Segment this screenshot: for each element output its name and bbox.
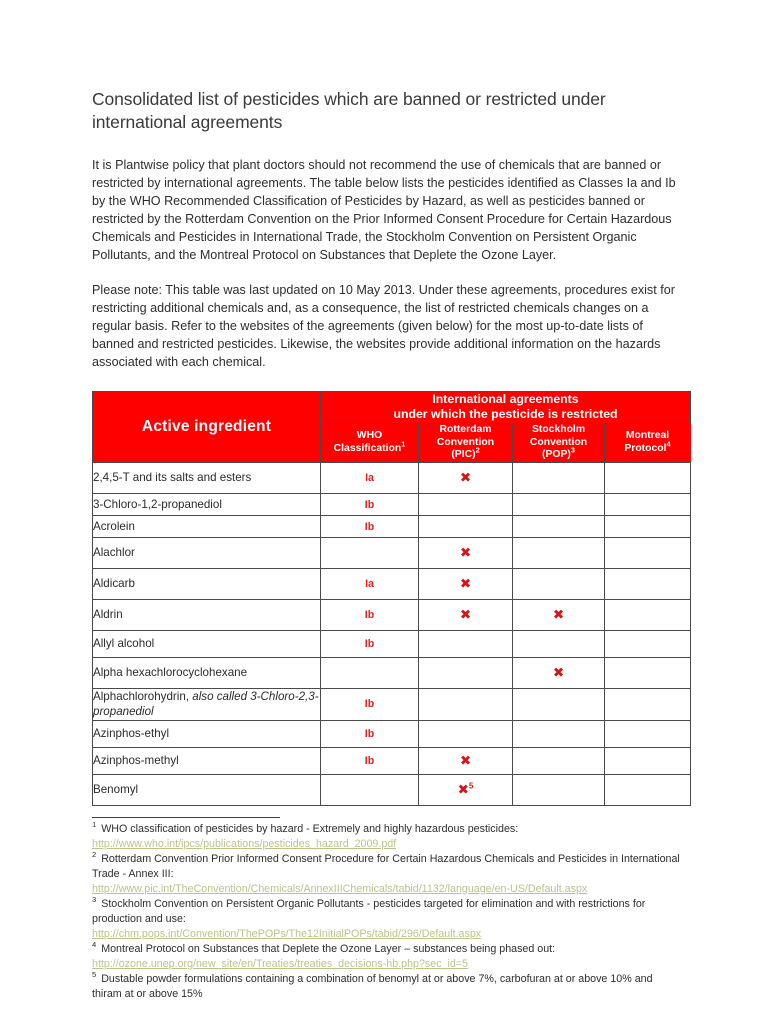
cell-who-classification: [321, 658, 419, 689]
cell-montreal: [605, 463, 691, 494]
who-line-1: WHO: [356, 430, 383, 442]
ingredient-name: Alachlor: [93, 546, 135, 560]
rotterdam-line-2: Convention: [436, 436, 495, 448]
cell-montreal: [605, 538, 691, 569]
cell-who-classification: Ib: [321, 720, 419, 747]
cell-rotterdam: [419, 538, 513, 569]
restricted-x-icon: ✖: [552, 665, 565, 682]
footnotes-section: [92, 817, 682, 1002]
cell-montreal: [605, 658, 691, 689]
pesticides-table: [92, 391, 691, 806]
cell-rotterdam: [419, 569, 513, 600]
cell-montreal: [605, 516, 691, 538]
cell-who-classification: Ib: [321, 689, 419, 721]
footnote-number: 4: [92, 940, 97, 950]
footnote-number: 3: [92, 895, 97, 905]
cell-stockholm: [513, 494, 605, 516]
restricted-x-icon: ✖: [552, 607, 565, 624]
table-row: [93, 720, 691, 747]
cell-rotterdam: [419, 774, 513, 805]
table-header: [93, 391, 691, 463]
cell-active-ingredient: [93, 600, 321, 631]
column-header-active-ingredient: Active ingredient: [93, 391, 321, 463]
cell-rotterdam: [419, 631, 513, 658]
cell-rotterdam: [419, 658, 513, 689]
footnote-item: [92, 897, 682, 942]
stockholm-line-3: (POP): [542, 449, 571, 461]
ingredient-alias: also called 3-Chloro-2,3-propanediol: [93, 690, 319, 719]
cell-active-ingredient: [93, 538, 321, 569]
rotterdam-line-3: (PIC): [451, 449, 476, 461]
cell-montreal: [605, 689, 691, 721]
cell-active-ingredient: [93, 689, 321, 721]
table-row: [93, 658, 691, 689]
footnote-text: Stockholm Convention on Persistent Organic Pollutants - pesticides targeted for elimination and with restrictions for production and use:: [92, 897, 646, 925]
mark-footnote-ref: 5: [468, 781, 474, 791]
ingredient-name: Azinphos-ethyl: [93, 727, 170, 741]
cell-montreal: [605, 747, 691, 774]
column-header-stockholm-convention: [513, 423, 605, 462]
footnote-item: [92, 822, 682, 852]
column-header-rotterdam-convention: [419, 423, 513, 462]
table-row: [93, 538, 691, 569]
ingredient-name: Aldicarb: [93, 577, 135, 591]
cell-stockholm: [513, 747, 605, 774]
stockholm-line-2: Convention: [529, 436, 588, 448]
cell-active-ingredient: [93, 516, 321, 538]
ingredient-name: Acrolein: [93, 519, 135, 533]
table-body: [93, 463, 691, 806]
cell-who-classification: Ib: [321, 494, 419, 516]
cell-montreal: [605, 774, 691, 805]
cell-montreal: [605, 720, 691, 747]
footnote-link[interactable]: http://www.pic.int/TheConvention/Chemicals/AnnexIIIChemicals/tabid/1132/language/en-US/Default.aspx: [92, 882, 588, 895]
cell-active-ingredient: [93, 631, 321, 658]
cell-rotterdam: [419, 516, 513, 538]
ingredient-name: 2,4,5-T and its salts and esters: [93, 471, 252, 485]
restricted-x-icon: ✖: [459, 752, 472, 769]
cell-stockholm: [513, 658, 605, 689]
ingredient-name: Aldrin: [93, 608, 123, 622]
cell-who-classification: [321, 774, 419, 805]
cell-stockholm: [513, 689, 605, 721]
column-header-who-classification: [321, 423, 419, 462]
cell-rotterdam: [419, 600, 513, 631]
group-header-line-2: under which the pesticide is restricted: [393, 407, 618, 422]
cell-rotterdam: [419, 689, 513, 721]
ingredient-name: Alphachlorohydrin,: [93, 690, 193, 704]
footnote-text: Dustable powder formulations containing a combination of benomyl at or above 7%, carbofuran at or above 10% and thiram at or above 15%: [92, 972, 653, 1000]
cell-active-ingredient: [93, 747, 321, 774]
cell-rotterdam: [419, 463, 513, 494]
footnote-ref-1: 1: [401, 439, 406, 449]
restricted-x-icon: ✖: [459, 470, 472, 487]
cell-rotterdam: [419, 720, 513, 747]
footnote-link[interactable]: http://chm.pops.int/Convention/ThePOPs/The12InitialPOPs/tabid/296/Default.aspx: [92, 927, 482, 940]
intro-paragraph-1: It is Plantwise policy that plant doctors should not recommend the use of chemicals that are banned or restricted by international agreements. The table below lists the pesticides identified as Classes Ia and Ib by the WHO Recommended Classification of Pesticides by Hazard, as well as pesticides banned or restricted by the Rotterdam Convention on the Prior Informed Consent Procedure for Certain Hazardous Chemicals and Pesticides in International Trade, the Stockholm Convention on Persistent Organic Pollutants, and the Montreal Protocol on Substances that Deplete the Ozone Layer.: [92, 157, 676, 262]
cell-active-ingredient: [93, 494, 321, 516]
cell-montreal: [605, 631, 691, 658]
cell-active-ingredient: [93, 774, 321, 805]
who-line-2: Classification: [333, 443, 402, 454]
table-row: [93, 600, 691, 631]
cell-stockholm: [513, 569, 605, 600]
footnote-text: WHO classification of pesticides by hazard - Extremely and highly hazardous pesticides:: [98, 822, 519, 835]
group-header-line-1: International agreements: [432, 391, 579, 406]
ingredient-name: Benomyl: [93, 783, 139, 797]
restricted-x-icon: ✖$^5$: [457, 781, 474, 798]
table-row: [93, 494, 691, 516]
column-header-group: [321, 391, 691, 423]
table-row: [93, 631, 691, 658]
table-row: [93, 689, 691, 721]
restricted-x-icon: ✖: [459, 545, 472, 562]
cell-montreal: [605, 600, 691, 631]
cell-who-classification: Ia: [321, 463, 419, 494]
stockholm-line-1: Stockholm: [531, 423, 586, 435]
cell-active-ingredient: [93, 569, 321, 600]
cell-stockholm: [513, 774, 605, 805]
cell-stockholm: [513, 600, 605, 631]
ingredient-name: Alpha hexachlorocyclohexane: [93, 666, 248, 680]
footnote-ref-4: 4: [666, 439, 671, 449]
cell-montreal: [605, 494, 691, 516]
table-row: [93, 569, 691, 600]
footnote-item: [92, 972, 682, 1002]
cell-active-ingredient: [93, 658, 321, 689]
restricted-x-icon: ✖: [459, 576, 472, 593]
table-header-row-group: [93, 391, 691, 423]
intro-paragraph-2: Please note: This table was last updated on 10 May 2013. Under these agreements, procedures exist for restricting additional chemicals and, as a consequence, the list of restricted chemicals changes on a regular basis. Refer to the websites of the agreements (given below) for the most up-to-date lists of banned and restricted pesticides. Likewise, the websites provide additional information on the hazards associated with each chemical.: [92, 282, 675, 369]
footnote-text: Montreal Protocol on Substances that Deplete the Ozone Layer – substances being phased out:: [98, 942, 556, 955]
footnote-ref-2: 2: [475, 445, 480, 455]
cell-who-classification: Ib: [321, 747, 419, 774]
ingredient-name: Allyl alcohol: [93, 637, 155, 651]
restricted-x-icon: ✖: [459, 607, 472, 624]
footnote-number: 1: [92, 820, 97, 830]
montreal-line-2: Protocol: [624, 443, 667, 454]
cell-stockholm: [513, 631, 605, 658]
cell-who-classification: Ib: [321, 516, 419, 538]
table-row: [93, 463, 691, 494]
footnote-separator: [92, 817, 280, 818]
cell-stockholm: [513, 463, 605, 494]
footnote-link[interactable]: http://www.who.int/ipcs/publications/pesticides_hazard_2009.pdf: [92, 837, 397, 850]
ingredient-name: Azinphos-methyl: [93, 754, 179, 768]
cell-rotterdam: [419, 747, 513, 774]
footnote-item: [92, 942, 682, 972]
table-row: [93, 516, 691, 538]
rotterdam-line-1: Rotterdam: [439, 423, 492, 435]
column-header-montreal-protocol: [605, 423, 691, 462]
cell-who-classification: Ib: [321, 631, 419, 658]
cell-who-classification: Ib: [321, 600, 419, 631]
footnote-link[interactable]: http://ozone.unep.org/new_site/en/Treaties/treaties_decisions-hb.php?sec_id=5: [92, 957, 468, 970]
cell-stockholm: [513, 720, 605, 747]
table-row: [93, 747, 691, 774]
footnote-list: [92, 822, 682, 1002]
cell-who-classification: Ia: [321, 569, 419, 600]
cell-montreal: [605, 569, 691, 600]
cell-stockholm: [513, 516, 605, 538]
page-title: Consolidated list of pesticides which are banned or restricted under international agreements: [92, 89, 606, 132]
cell-stockholm: [513, 538, 605, 569]
footnote-number: 5: [92, 970, 97, 980]
cell-active-ingredient: [93, 463, 321, 494]
cell-active-ingredient: [93, 720, 321, 747]
ingredient-name: 3-Chloro-1,2-propanediol: [93, 497, 222, 511]
footnote-item: [92, 852, 682, 897]
montreal-line-1: Montreal: [625, 430, 670, 442]
footnote-number: 2: [92, 850, 97, 860]
footnote-text: Rotterdam Convention Prior Informed Consent Procedure for Certain Hazardous Chemicals and Pesticides in International Trade - Annex III:: [92, 852, 680, 880]
table-row: [93, 774, 691, 805]
cell-who-classification: [321, 538, 419, 569]
cell-rotterdam: [419, 494, 513, 516]
footnote-ref-3: 3: [570, 445, 575, 455]
